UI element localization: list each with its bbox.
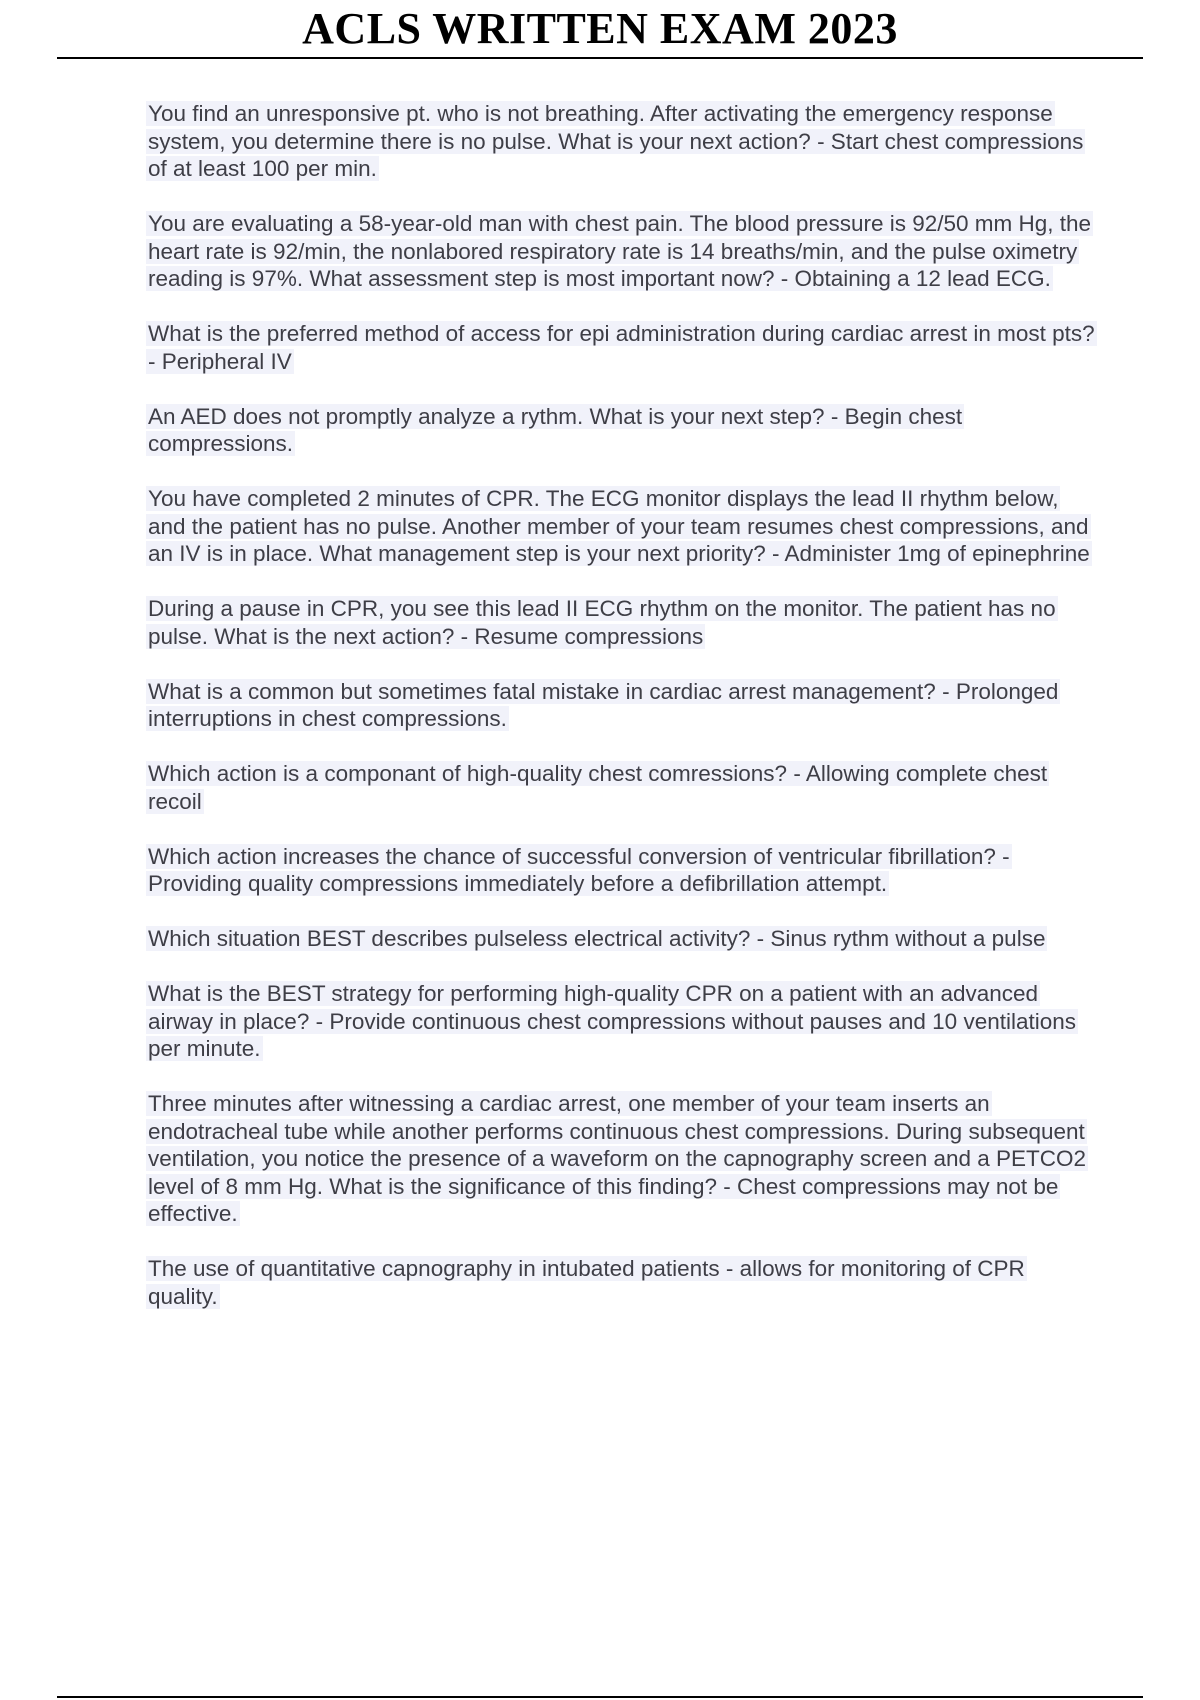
qa-item <box>146 760 1096 815</box>
qa-text: During a pause in CPR, you see this lead II ECG rhythm on the monitor. The patient has no pulse. What is the next action? - Resume compressions <box>148 596 1056 649</box>
qa-item <box>146 210 1096 293</box>
qa-text: The use of quantitative capnography in intubated patients - allows for monitoring of CPR quality. <box>148 1256 1025 1309</box>
qa-text: An AED does not promptly analyze a rythm. What is your next step? - Begin chest compressions. <box>148 403 963 456</box>
qa-text: You have completed 2 minutes of CPR. The ECG monitor displays the lead II rhythm below, and the patient has no pulse. Another member of your team resumes chest compressions, and an IV is in place. What management step is your next priority? - Administer 1mg of epinephrine <box>148 486 1090 566</box>
page-title: ACLS WRITTEN EXAM 2023 <box>302 4 898 53</box>
qa-text: You are evaluating a 58-year-old man with chest pain. The blood pressure is 92/50 mm Hg, the heart rate is 92/min, the nonlabored respiratory rate is 14 breaths/min, and the pulse oximetry reading is 97%. What assessment step is most important now? - Obtaining a 12 lead ECG. <box>148 211 1092 291</box>
qa-item <box>146 843 1096 898</box>
qa-text: What is the BEST strategy for performing high-quality CPR on a patient with an advanced airway in place? - Provide continuous chest compressions without pauses and 10 ventilations per minute. <box>148 981 1077 1061</box>
qa-text: What is the preferred method of access for epi administration during cardiac arrest in most pts? - Peripheral IV <box>148 321 1095 374</box>
qa-item <box>146 1255 1096 1310</box>
qa-item <box>146 595 1096 650</box>
qa-list <box>146 100 1096 1338</box>
qa-item <box>146 485 1096 568</box>
qa-text: Three minutes after witnessing a cardiac arrest, one member of your team inserts an endotracheal tube while another performs continuous chest compressions. During subsequent ventilation, you notice the presence of a waveform on the capnography screen and a PETCO2 level of 8 mm Hg. What is the significance of this finding? - Chest compressions may not be effective. <box>148 1091 1087 1226</box>
qa-text: Which situation BEST describes pulseless electrical activity? - Sinus rythm without a pulse <box>148 926 1046 951</box>
qa-text: Which action is a componant of high-quality chest comressions? - Allowing complete chest recoil <box>148 761 1048 814</box>
qa-item <box>146 678 1096 733</box>
title-divider <box>57 57 1143 59</box>
qa-item <box>146 403 1096 458</box>
qa-item <box>146 100 1096 183</box>
qa-text: Which action increases the chance of successful conversion of ventricular fibrillation? - Providing quality compressions immediately before a defibrillation attempt. <box>148 843 1010 896</box>
qa-item <box>146 320 1096 375</box>
qa-item <box>146 1090 1096 1228</box>
qa-text: What is a common but sometimes fatal mistake in cardiac arrest management? - Prolonged interruptions in chest compressions. <box>148 678 1059 731</box>
qa-item <box>146 925 1096 953</box>
footer-divider <box>57 1696 1143 1698</box>
qa-item <box>146 980 1096 1063</box>
qa-text: You find an unresponsive pt. who is not breathing. After activating the emergency response system, you determine there is no pulse. What is your next action? - Start chest compressions of at least 100 per min. <box>148 101 1084 181</box>
